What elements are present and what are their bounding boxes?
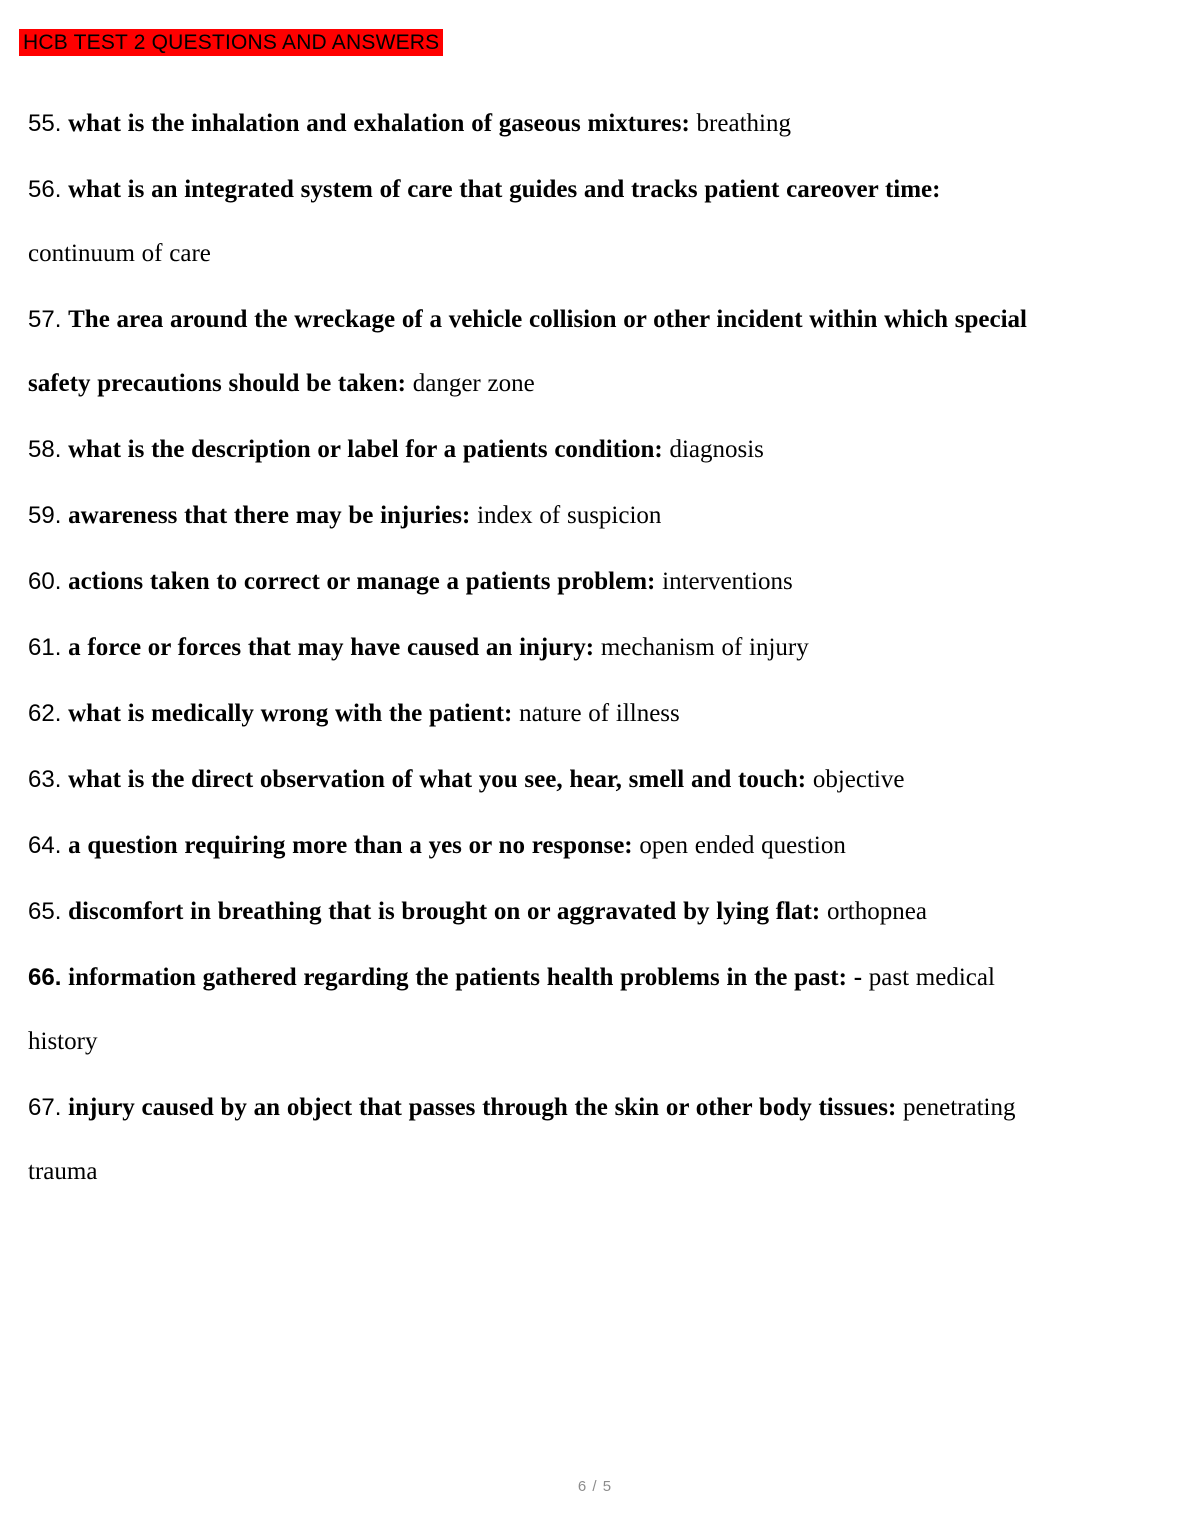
item-number: 66. [28, 964, 62, 991]
item-answer: past medical history [28, 964, 995, 1055]
qa-item [28, 946, 1030, 1074]
item-answer: mechanism of injury [600, 634, 809, 661]
qa-item [28, 418, 1030, 482]
item-answer: breathing [696, 110, 791, 137]
item-question: awareness that there may be injuries: [68, 502, 471, 529]
item-question: what is an integrated system of care that guides and tracks patient careover time: [68, 176, 941, 203]
item-question: what is the inhalation and exhalation of gaseous mixtures: [68, 110, 690, 137]
item-number: 62. [28, 700, 62, 727]
item-number: 55. [28, 110, 62, 137]
qa-item [28, 158, 1030, 286]
qa-item [28, 92, 1030, 156]
item-question: a question requiring more than a yes or no response: [68, 832, 633, 859]
item-question: actions taken to correct or manage a patients problem: [68, 568, 656, 595]
item-number: 57. [28, 306, 62, 333]
qa-item [28, 682, 1030, 746]
page-title: HCB TEST 2 QUESTIONS AND ANSWERS [19, 29, 443, 56]
qa-list [28, 92, 1030, 1204]
item-answer: nature of illness [519, 700, 680, 727]
qa-item [28, 288, 1030, 416]
item-question: a force or forces that may have caused an injury: [68, 634, 595, 661]
item-question: discomfort in breathing that is brought on or aggravated by lying flat: [68, 898, 821, 925]
item-question: The area around the wreckage of a vehicle collision or other incident within which special safety precautions should be taken: [28, 306, 1027, 397]
item-number: 59. [28, 502, 62, 529]
qa-item [28, 748, 1030, 812]
item-number: 56. [28, 176, 62, 203]
item-number: 64. [28, 832, 62, 859]
header-row [0, 0, 1190, 56]
item-number: 60. [28, 568, 62, 595]
qa-item [28, 550, 1030, 614]
qa-item [28, 616, 1030, 680]
qa-item [28, 814, 1030, 878]
item-answer: continuum of care [28, 240, 211, 267]
qa-item [28, 484, 1030, 548]
item-answer: orthopnea [826, 898, 927, 925]
qa-item [28, 1076, 1030, 1204]
item-answer: diagnosis [669, 436, 764, 463]
item-answer: open ended question [639, 832, 846, 859]
item-number: 65. [28, 898, 62, 925]
item-question: what is the description or label for a patients condition: [68, 436, 663, 463]
item-question: what is the direct observation of what you see, hear, smell and touch: [68, 766, 807, 793]
item-question: what is medically wrong with the patient: [68, 700, 513, 727]
item-answer: objective [812, 766, 905, 793]
item-number: 63. [28, 766, 62, 793]
item-answer: penetrating trauma [28, 1094, 1016, 1185]
item-number: 67. [28, 1094, 62, 1121]
qa-item [28, 880, 1030, 944]
item-question: injury caused by an object that passes through the skin or other body tissues: [68, 1094, 897, 1121]
item-number: 61. [28, 634, 62, 661]
item-question: information gathered regarding the patients health problems in the past: - [68, 964, 863, 991]
item-answer: danger zone [412, 370, 535, 397]
item-number: 58. [28, 436, 62, 463]
page-number: 6 / 5 [577, 1478, 613, 1495]
item-answer: index of suspicion [477, 502, 662, 529]
item-answer: interventions [662, 568, 793, 595]
